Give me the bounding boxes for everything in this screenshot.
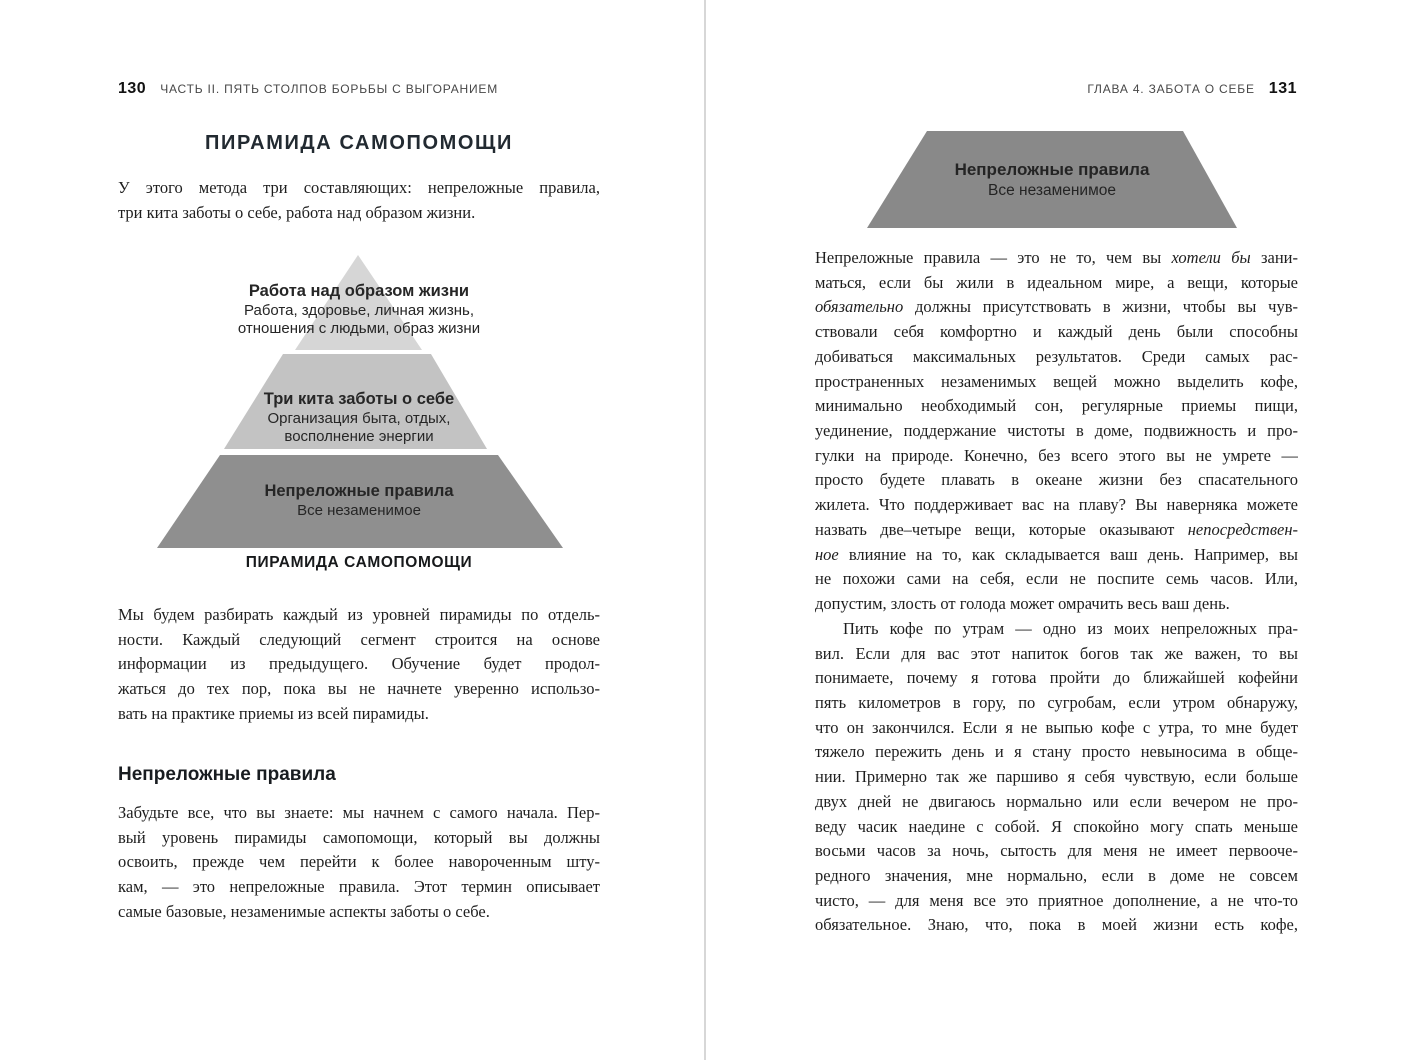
text-line: понимаете, почему я готова пройти до ближайшей кофейни xyxy=(815,668,1298,688)
right-header-label: ГЛАВА 4. ЗАБОТА О СЕБЕ xyxy=(1087,82,1255,96)
trapezoid-label xyxy=(865,159,1239,201)
text-line: пять километров в гору, по сугробам, если утром обнаружу, xyxy=(815,692,1298,712)
text-line: вый уровень пирамиды самопомощи, который вы должны xyxy=(118,827,600,847)
text-line: редного значения, мне нормально, если в доме не совсем xyxy=(815,865,1298,885)
text-line: не похожи сами на себя, если не поспите семь часов. Или, xyxy=(815,569,1298,589)
text-line: двух дней не двигаюсь нормально или если вечером не про- xyxy=(815,791,1298,811)
text-line: освоить, прежде чем перейти к более навороченным шту- xyxy=(118,852,600,872)
text-line: обязательно должны присутствовать в жизни, чтобы вы чув- xyxy=(815,297,1298,317)
text-line: добиваться максимальных результатов. Среди самых рас- xyxy=(815,346,1298,366)
pyramid-middle-subtitle-line2: восполнение энергии xyxy=(284,427,434,445)
self-help-pyramid-figure xyxy=(153,253,565,549)
pyramid-middle-title: Три кита заботы о себе xyxy=(263,390,455,408)
pyramid-caption: ПИРАМИДА САМОПОМОЩИ xyxy=(245,554,473,571)
text-line: вил. Если для вас этот напиток богов так же важен, то вы xyxy=(815,643,1298,663)
text-line: просто будете плавать в океане жизни без спасательного xyxy=(815,470,1298,490)
intro-paragraph xyxy=(118,176,600,225)
text-line: У этого метода три составляющих: непреложные правила, xyxy=(118,178,600,197)
text-line: вать на практике приемы из всей пирамиды. xyxy=(118,703,429,723)
text-line: ности. Каждый следующий сегмент строится на основе xyxy=(118,629,600,649)
text-line: нии. Примерно так же паршиво я себя чувствую, если больше xyxy=(815,767,1298,787)
trapezoid-figure xyxy=(865,131,1239,228)
text-line: Мы будем разбирать каждый из уровней пирамиды по отдель- xyxy=(118,605,600,624)
pyramid-level-bottom-label xyxy=(153,481,565,520)
trapezoid-subtitle: Все незаменимое xyxy=(988,182,1116,199)
text-line: ное влияние на то, как складывается ваш день. Например, вы xyxy=(815,544,1298,564)
text-line: Непреложные правила — это не то, чем вы хотели бы зани- xyxy=(815,248,1298,267)
pyramid-level-middle-label xyxy=(153,389,565,445)
pyramid-top-subtitle-line1: Работа, здоровье, личная жизнь, xyxy=(243,302,475,319)
text-line: жилета. Что поддерживает вас на плаву? Вы наверняка можете xyxy=(815,495,1298,515)
pyramid-bottom-subtitle: Все незаменимое xyxy=(297,502,421,519)
right-body-text xyxy=(815,246,1298,938)
text-line: тяжело пережить день и я стану просто невыносима в обще- xyxy=(815,742,1298,762)
text-line: три кита заботы о себе, работа над образом жизни. xyxy=(118,202,476,222)
left-body-paragraph-2 xyxy=(118,801,600,925)
text-line: восьми часов за ночь, сытость для меня не имеет первооче- xyxy=(815,841,1298,861)
text-line: маться, если бы жили в идеальном мире, а вещи, которые xyxy=(815,272,1298,292)
text-line: допустим, злость от голода может омрачить весь ваш день. xyxy=(815,594,1230,614)
text-line: уединение, поддержание чистоты в доме, подвижность и про- xyxy=(815,421,1298,441)
text-line: минимально необходимый сон, регулярные приемы пищи, xyxy=(815,396,1298,416)
text-line: Пить кофе по утрам — одно из моих непреложных пра- xyxy=(843,618,1298,638)
text-line: чисто, — для меня все это приятное дополнение, а не что-то xyxy=(815,890,1298,910)
right-page-number: 131 xyxy=(1268,80,1297,97)
pyramid-middle-subtitle-line1: Организация быта, отдых, xyxy=(267,410,451,427)
pyramid-level-top-label xyxy=(153,281,565,337)
text-line: ствовали себя комфортно и каждый день были способны xyxy=(815,322,1298,342)
pyramid-bottom-title: Непреложные правила xyxy=(264,482,454,500)
text-line: Забудьте все, что вы знаете: мы начнем с самого начала. Пер- xyxy=(118,803,600,822)
pyramid-top-subtitle-line2: отношения с людьми, образ жизни xyxy=(237,319,481,337)
left-header-label: ЧАСТЬ II. ПЯТЬ СТОЛПОВ БОРЬБЫ С ВЫГОРАНИЕМ xyxy=(160,82,499,96)
right-running-header xyxy=(815,80,1297,98)
pyramid-top-title: Работа над образом жизни xyxy=(248,282,470,300)
text-line: гулки на природе. Конечно, без всего этого вы не умрете — xyxy=(815,445,1298,465)
section-title: ПИРАМИДА САМОПОМОЩИ xyxy=(205,132,513,154)
text-line: веду часик наедине с собой. Я спокойно могу спать меньше xyxy=(815,816,1298,836)
text-line: назвать две–четыре вещи, которые оказывают непосредствен- xyxy=(815,519,1298,539)
trapezoid-title: Непреложные правила xyxy=(954,160,1150,179)
left-subheading: Непреложные правила xyxy=(118,764,336,785)
text-line: жаться до тех пор, пока вы не начнете уверенно использо- xyxy=(118,679,600,699)
text-line: информации из предыдущего. Обучение будет продол- xyxy=(118,654,600,674)
text-line: обязательное. Знаю, что, пока в моей жизни есть кофе, xyxy=(815,915,1298,935)
text-line: кам, — это непреложные правила. Этот термин описывает xyxy=(118,877,600,897)
left-page-number: 130 xyxy=(118,80,147,97)
page-gutter-divider xyxy=(704,0,706,1060)
left-running-header xyxy=(118,80,600,98)
text-line: самые базовые, незаменимые аспекты заботы о себе. xyxy=(118,901,490,921)
text-line: пространенных незаменимых вещей можно выделить кофе, xyxy=(815,371,1298,391)
left-body-paragraph-1 xyxy=(118,603,600,727)
text-line: что он закончился. Если я не выпью кофе с утра, то мне будет xyxy=(815,717,1298,737)
